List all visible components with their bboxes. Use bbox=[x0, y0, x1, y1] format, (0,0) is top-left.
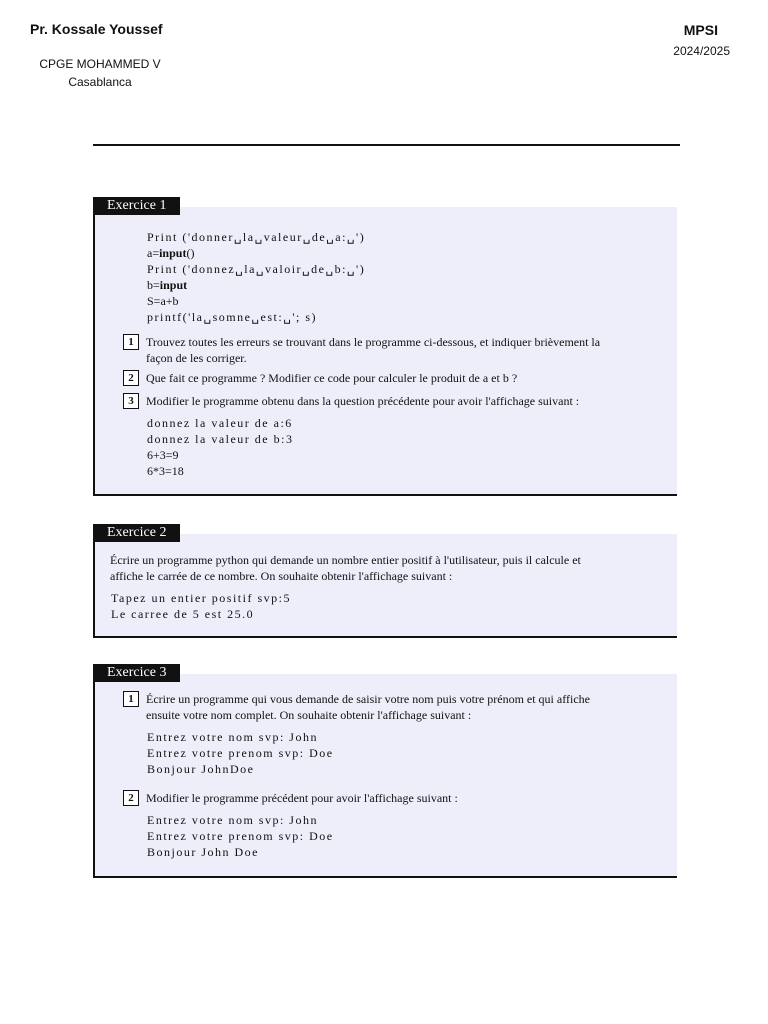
ex3-output-line: Bonjour JohnDoe bbox=[147, 762, 255, 776]
school-line1: CPGE MOHAMMED V bbox=[39, 57, 161, 71]
school-year: 2024/2025 bbox=[673, 44, 730, 58]
ex1-output-line: donnez la valeur de b:3 bbox=[147, 432, 294, 446]
question-number-badge: 1 bbox=[123, 691, 139, 707]
school-line2: Casablanca bbox=[68, 75, 132, 89]
ex2-output-line: Le carree de 5 est 25.0 bbox=[111, 607, 255, 621]
ex1-output-line: donnez la valeur de a:6 bbox=[147, 416, 293, 430]
exercise-3-title: Exercice 3 bbox=[93, 664, 180, 682]
exercise-1-title: Exercice 1 bbox=[93, 197, 180, 215]
ex1-q1-text: Trouvez toutes les erreurs se trouvant dans le programme ci-dessous, et indiquer brièvement la bbox=[146, 335, 601, 349]
ex1-code-line: Print ('donnez␣la␣valoir␣de␣b:␣') bbox=[147, 262, 366, 276]
author-name: Pr. Kossale Youssef bbox=[30, 21, 163, 37]
ex1-q2-text: Que fait ce programme ? Modifier ce code pour calculer le produit de a et b ? bbox=[146, 371, 518, 385]
ex1-code-line: Print ('donner␣la␣valeur␣de␣a:␣') bbox=[147, 230, 366, 244]
ex1-code-line: a=input() bbox=[147, 246, 195, 260]
ex3-output-line: Entrez votre nom svp: John bbox=[147, 730, 318, 744]
class-level: MPSI bbox=[683, 22, 718, 38]
ex1-code-line: S=a+b bbox=[147, 294, 179, 308]
ex3-output-line: Entrez votre prenom svp: Doe bbox=[147, 829, 334, 843]
ex3-output-line: Bonjour John Doe bbox=[147, 845, 259, 859]
question-number-badge: 3 bbox=[123, 393, 139, 409]
ex3-q2-text: Modifier le programme précédent pour avoir l'affichage suivant : bbox=[146, 791, 458, 805]
exercise-2-title: Exercice 2 bbox=[93, 524, 180, 542]
ex1-code-line: b=input bbox=[147, 278, 188, 292]
exercise-2-box bbox=[93, 534, 677, 638]
ex3-q1-text: ensuite votre nom complet. On souhaite obtenir l'affichage suivant : bbox=[146, 708, 472, 722]
exercise-2 bbox=[93, 524, 677, 638]
ex1-output-line: 6*3=18 bbox=[147, 464, 184, 478]
exercise-3 bbox=[93, 664, 677, 878]
header-divider bbox=[93, 144, 680, 146]
exercise-1 bbox=[93, 197, 677, 496]
ex1-output-line: 6+3=9 bbox=[147, 448, 179, 462]
ex1-q1-text: façon de les corriger. bbox=[146, 351, 247, 365]
question-number-badge: 2 bbox=[123, 370, 139, 386]
question-number-badge: 2 bbox=[123, 790, 139, 806]
ex2-text: affiche le carrée de ce nombre. On souhaite obtenir l'affichage suivant : bbox=[110, 569, 453, 583]
ex3-output-line: Entrez votre prenom svp: Doe bbox=[147, 746, 334, 760]
question-number-badge: 1 bbox=[123, 334, 139, 350]
ex1-code-line: printf('la␣somne␣est:␣'; s) bbox=[147, 310, 317, 324]
ex3-output-line: Entrez votre nom svp: John bbox=[147, 813, 318, 827]
ex2-text: Écrire un programme python qui demande un nombre entier positif à l'utilisateur, puis il calcule et bbox=[110, 553, 581, 567]
ex3-q1-text: Écrire un programme qui vous demande de saisir votre nom puis votre prénom et qui affiche bbox=[146, 692, 590, 706]
ex1-q3-text: Modifier le programme obtenu dans la question précédente pour avoir l'affichage suivant : bbox=[146, 394, 580, 408]
school-name bbox=[0, 55, 200, 91]
ex2-output-line: Tapez un entier positif svp:5 bbox=[111, 591, 291, 605]
